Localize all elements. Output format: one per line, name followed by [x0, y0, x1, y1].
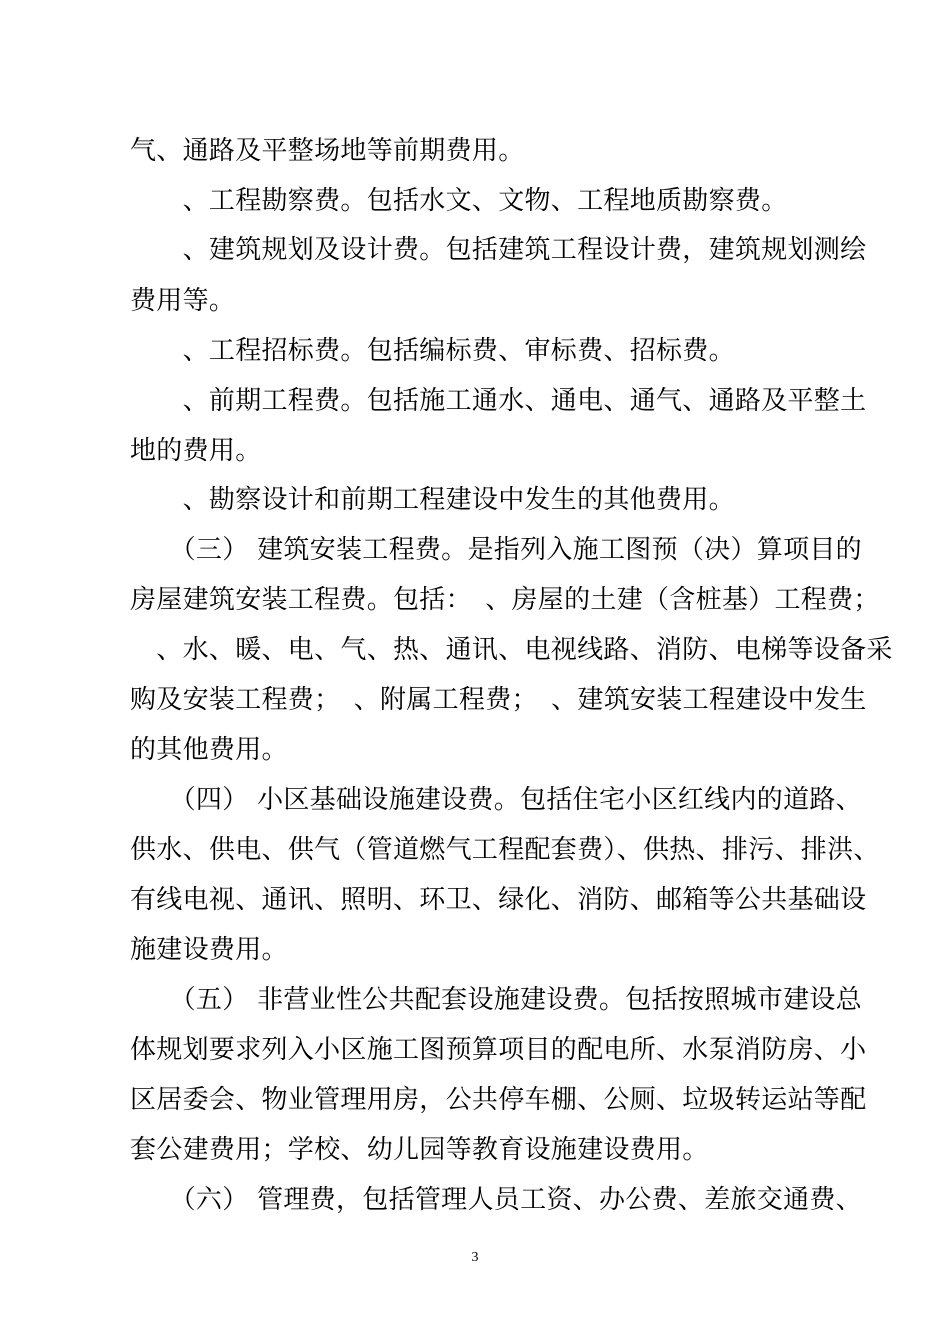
text-line-2: 、工程勘察费。包括水文、文物、工程地质勘察费。 [130, 186, 788, 216]
text-line-22: （六） 管理费，包括管理人员工资、办公费、差旅交通费、 [130, 1185, 862, 1215]
text-line-14: （四） 小区基础设施建设费。包括住宅小区红线内的道路、 [130, 785, 862, 815]
text-line-3: 、建筑规划及设计费。包括建筑工程设计费，建筑规划测绘 [130, 235, 867, 265]
text-line-10: 房屋建筑安装工程费。包括： 、房屋的土建（含桩基）工程费； [130, 585, 880, 615]
text-line-9: （三） 建筑安装工程费。是指列入施工图预（决）算项目的 [130, 535, 862, 565]
text-line-7: 地的费用。 [130, 436, 262, 466]
text-line-17: 施建设费用。 [130, 935, 288, 965]
text-line-12: 购及安装工程费； 、附属工程费； 、建筑安装工程建设中发生 [130, 685, 867, 715]
text-line-11: 、水、暖、电、气、热、通讯、电视线路、消防、电梯等设备采 [130, 635, 893, 665]
text-line-20: 区居委会、物业管理用房，公共停车棚、公厕、垃圾转运站等配 [130, 1085, 867, 1115]
text-line-15: 供水、供电、供气（管道燃气工程配套费）、供热、排污、排洪、 [130, 835, 880, 865]
text-line-6: 、前期工程费。包括施工通水、通电、通气、通路及平整土 [130, 386, 867, 416]
text-line-5: 、工程招标费。包括编标费、审标费、招标费。 [130, 336, 735, 366]
page-number: 3 [471, 1250, 479, 1265]
text-line-21: 套公建费用；学校、幼儿园等教育设施建设费用。 [130, 1135, 709, 1165]
text-line-13: 的其他费用。 [130, 735, 288, 765]
text-line-4: 费用等。 [130, 286, 236, 316]
text-line-1: 气、通路及平整场地等前期费用。 [130, 136, 525, 166]
text-line-16: 有线电视、通讯、照明、环卫、绿化、消防、邮箱等公共基础设 [130, 885, 867, 915]
text-line-19: 体规划要求列入小区施工图预算项目的配电所、水泵消防房、小 [130, 1035, 867, 1065]
text-line-18: （五） 非营业性公共配套设施建设费。包括按照城市建设总 [130, 985, 862, 1015]
text-line-8: 、勘察设计和前期工程建设中发生的其他费用。 [130, 485, 735, 515]
